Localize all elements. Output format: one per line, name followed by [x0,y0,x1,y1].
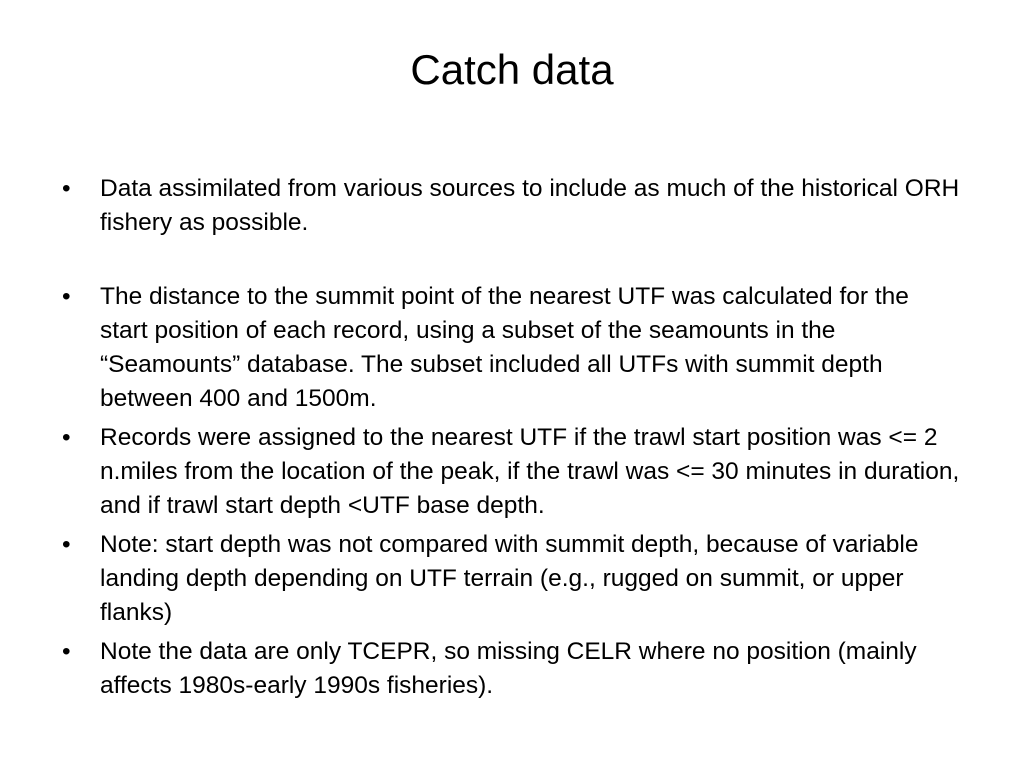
bullet-item [62,172,962,240]
bullet-text: Data assimilated from various sources to include as much of the historical ORH fishery as possible. [100,175,960,236]
bullet-dot-icon: • [62,283,71,310]
bullet-text: Note the data are only TCEPR, so missing CELR where no position (mainly affects 1980s-early 1990s fisheries). [100,638,917,699]
slide-title: Catch data [410,46,614,93]
bullet-text: The distance to the summit point of the nearest UTF was calculated for the start position of each record, using a subset of the seamounts in the “Seamounts” database. The subset included all UTFs with summit depth between 400 and 1500m. [100,283,909,412]
bullet-dot-icon: • [62,531,71,558]
bullet-item [62,635,962,703]
bullet-item [62,280,962,416]
bullet-text: Records were assigned to the nearest UTF if the trawl start position was <= 2 n.miles from the location of the peak, if the trawl was <= 30 minutes in duration, and if trawl start depth <UTF base depth. [100,424,960,519]
bullet-dot-icon: • [62,175,71,202]
bullet-text: Note: start depth was not compared with summit depth, because of variable landing depth depending on UTF terrain (e.g., rugged on summit, or upper flanks) [100,531,919,626]
bullet-dot-icon: • [62,424,71,451]
bullet-item [62,528,962,630]
bullet-item [62,421,962,523]
bullet-dot-icon: • [62,638,71,665]
bullet-list [62,172,962,703]
